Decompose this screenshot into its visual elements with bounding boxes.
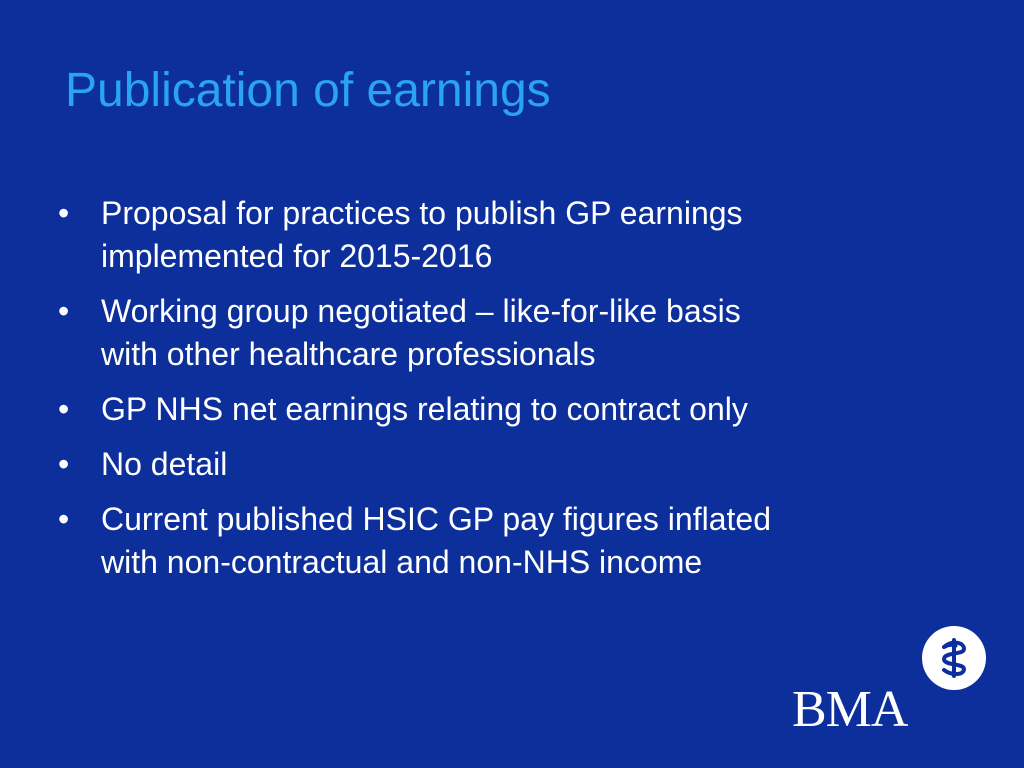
bma-wordmark: BMA [792, 681, 908, 738]
bullet-text: Current published HSIC GP pay figures inflated with non-contractual and non-NHS income [101, 501, 771, 580]
bullet-marker: • [58, 446, 70, 482]
bullet-text: GP NHS net earnings relating to contract only [101, 391, 748, 427]
bullet-list [58, 192, 958, 596]
bullet-item-proposal [58, 192, 958, 278]
bma-caduceus-icon [922, 626, 986, 690]
slide-title: Publication of earnings [65, 64, 551, 117]
bullet-text: No detail [101, 446, 228, 482]
bullet-item-hsic-figures [58, 498, 958, 584]
bullet-item-working-group [58, 290, 958, 376]
bullet-marker: • [58, 293, 70, 329]
bullet-item-no-detail [58, 443, 958, 486]
bullet-text: Working group negotiated – like-for-like basis with other healthcare professionals [101, 293, 741, 372]
bullet-marker: • [58, 391, 70, 427]
bullet-item-net-earnings [58, 388, 958, 431]
bullet-marker: • [58, 195, 70, 231]
bullet-text: Proposal for practices to publish GP earnings implemented for 2015-2016 [101, 195, 743, 274]
bma-logo [792, 626, 986, 738]
bullet-marker: • [58, 501, 70, 537]
